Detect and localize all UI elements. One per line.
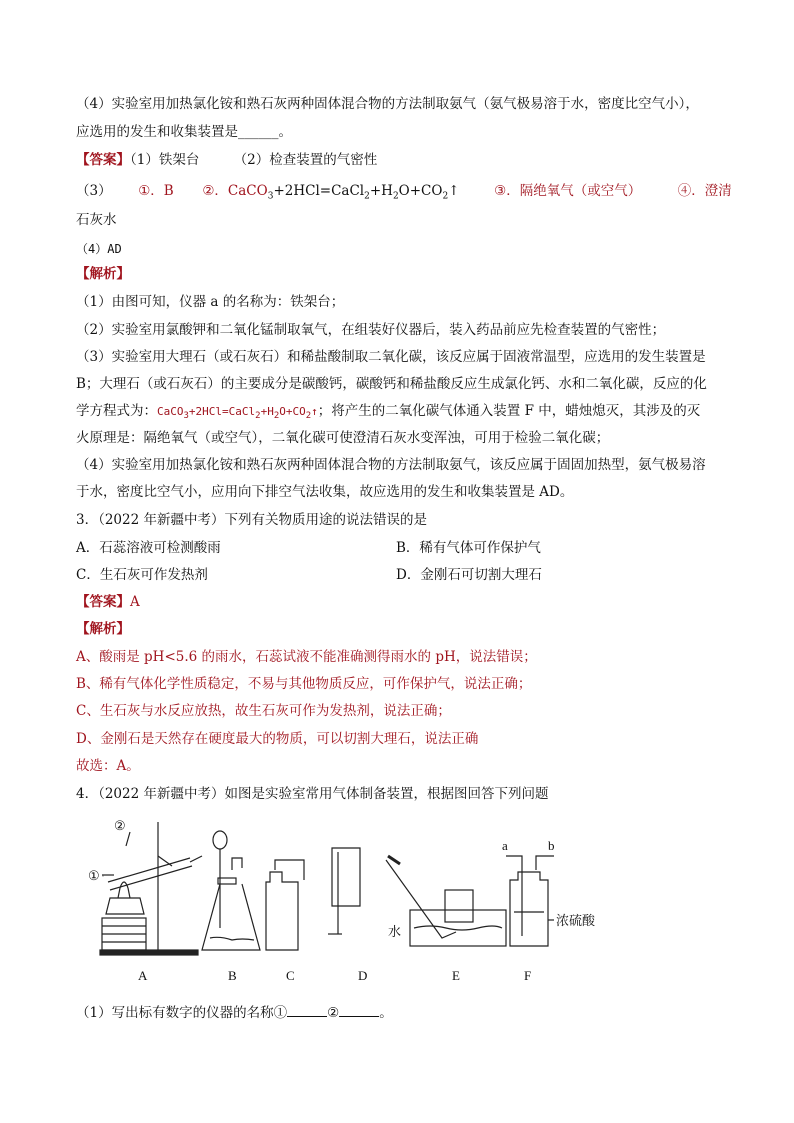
answer-label: 【答案】: [76, 152, 130, 168]
q3-analysis-a: A、酸雨是 pH<5.6 的雨水，石蕊试液不能准确测得雨水的 pH，说法错误；: [76, 649, 537, 665]
answer-2: （2）检查装置的气密性: [233, 152, 378, 168]
analysis-4a: （4）实验室用加热氯化铵和熟石灰两种固体混合物的方法制取氨气，该反应属于固固加热型，氨气极易溶: [76, 457, 706, 473]
apparatus-e: [386, 856, 506, 946]
answer-3-2: ②．CaCO: [202, 183, 268, 199]
analysis-2: （2）实验室用氯酸钾和二氧化锰制取氧气，在组装好仪器后，装入药品前应先检查装置的气密性；: [76, 322, 666, 338]
acid-label: 浓硫酸: [556, 913, 596, 928]
mark-b: b: [548, 838, 555, 853]
blank-1[interactable]: [287, 1002, 327, 1017]
water-label: 水: [388, 924, 402, 939]
q3-analysis-b: B、稀有气体化学性质稳定，不易与其他物质反应，可作保护气，说法正确；: [76, 676, 532, 692]
apparatus-c: [266, 860, 304, 950]
q3-answer-label: 【答案】: [76, 594, 130, 610]
label-a: A: [138, 968, 148, 983]
label-d: D: [358, 968, 368, 983]
answer-3-4: ④．澄清: [677, 183, 732, 199]
q3-option-b: B．稀有气体可作保护气: [396, 540, 541, 556]
apparatus-a: [100, 822, 202, 955]
q3-option-a: A．石蕊溶液可检测酸雨: [76, 540, 221, 556]
q4-stem: 4．（2022 年新疆中考）如图是实验室常用气体制备装置，根据图回答下列问题: [76, 786, 549, 802]
analysis-3b: B；大理石（或石灰石）的主要成分是碳酸钙，碳酸钙和稀盐酸反应生成氯化钙、水和二氧化碳，反应的化: [76, 376, 707, 392]
q2-answer3-line: [76, 181, 732, 207]
q3-conclusion: 故选：A。: [76, 758, 140, 774]
answer-3-3: ③．隔绝氧气（或空气）: [494, 183, 642, 199]
mark-1: ①: [88, 868, 100, 883]
q2-part4-line2: 应选用的发生和收集装置是______。: [76, 124, 292, 140]
q3-stem: 3．（2022 年新疆中考）下列有关物质用途的说法错误的是: [76, 512, 427, 528]
q3-analysis-d: D、金刚石是天然存在硬度最大的物质，可以切割大理石，说法正确: [76, 731, 479, 747]
q3-answer: A: [130, 594, 140, 610]
analysis-label: 【解析】: [76, 266, 130, 282]
label-e: E: [452, 968, 460, 983]
analysis-4b: 于水，密度比空气小，应用向下排空气法收集，故应选用的发生和收集装置是 AD。: [76, 484, 574, 500]
apparatus-f: [506, 856, 554, 946]
analysis-3a: （3）实验室用大理石（或石灰石）和稀盐酸制取二氧化碳，该反应属于固液常温型，应选用的发生装置是: [76, 349, 706, 365]
analysis-3d: 火原理是：隔绝氧气（或空气），二氧化碳可使澄清石灰水变浑浊，可用于检验二氧化碳；: [76, 430, 610, 446]
label-b: B: [228, 968, 237, 983]
label-c: C: [286, 968, 295, 983]
q3-option-c: C．生石灰可作发热剂: [76, 567, 208, 583]
q3-analysis-c: C、生石灰与水反应放热，故生石灰可作为发热剂，说法正确；: [76, 703, 451, 719]
answer-3-4-cont: 石灰水: [76, 212, 117, 228]
answer-3-2-eq: $_3+2HCl=CaCl_2+H_2O+CO_2↑$: [267, 183, 460, 202]
answer-3-prefix: （3）: [76, 183, 112, 199]
q3-option-d: D．金刚石可切割大理石: [396, 567, 542, 583]
apparatus-b: [202, 831, 260, 950]
answer-3-1: ①．B: [138, 183, 174, 199]
mark-2: ②: [114, 818, 126, 833]
mark-a: a: [502, 838, 508, 853]
label-f: F: [524, 968, 532, 983]
apparatus-diagram: [70, 810, 630, 990]
answer-4: （4）AD: [76, 242, 122, 256]
apparatus-d: [328, 848, 360, 934]
q2-part4-line1: （4）实验室用加热氯化铵和熟石灰两种固体混合物的方法制取氨气（氨气极易溶于水，密度比空气小），: [76, 96, 699, 112]
answer-1: （1）铁架台: [130, 152, 200, 168]
analysis-1: （1）由图可知，仪器 a 的名称为：铁架台；: [76, 294, 345, 310]
analysis-3c: 学方程式为：$CaCO_3+2HCl=CaCl_2+H_2O+CO_2↑$；将产生的二氧化碳气体通入装置 F 中，蜡烛熄灭，其涉及的灭: [76, 403, 701, 422]
q3-analysis-label: 【解析】: [76, 621, 130, 637]
blank-2[interactable]: [339, 1002, 379, 1017]
q2-answer-line: [76, 150, 377, 170]
q3-answer-line: [76, 592, 140, 612]
analysis-equation: $CaCO_3+2HCl=CaCl_2+H_2O+CO_2↑$: [157, 405, 318, 422]
q4-sub1: （1）写出标有数字的仪器的名称① ② 。: [76, 1002, 393, 1023]
